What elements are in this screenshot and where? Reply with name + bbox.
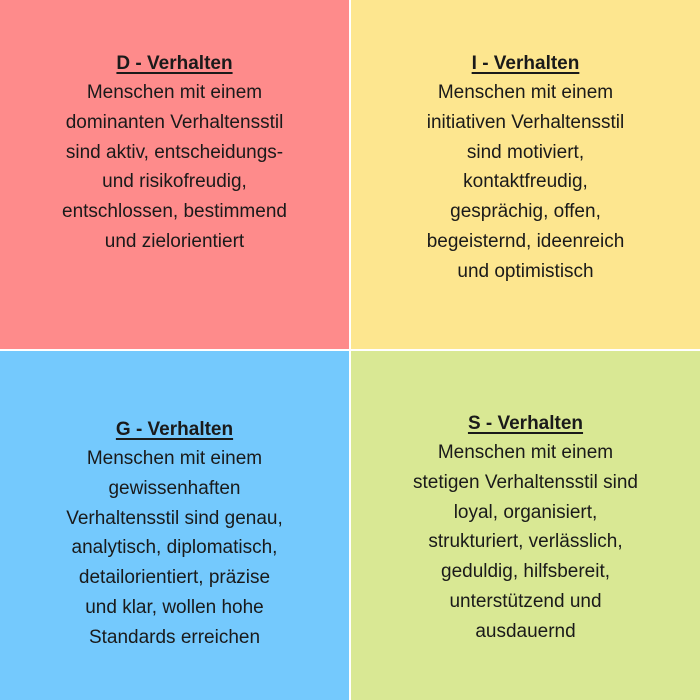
quadrant-s-line: ausdauernd bbox=[475, 620, 576, 642]
quadrant-g-description bbox=[18, 444, 331, 653]
quadrant-g-line: Menschen mit einem bbox=[86, 448, 263, 469]
quadrant-d-line: entschlossen, bestimmend bbox=[62, 201, 287, 223]
quadrant-g-line: und klar, wollen hohe bbox=[85, 596, 264, 618]
quadrant-d-line: und risikofreudig, bbox=[102, 171, 247, 193]
quadrant-s bbox=[351, 351, 700, 700]
quadrant-s-line: strukturiert, verlässlich, bbox=[428, 531, 623, 553]
quadrant-s-title: S - Verhalten bbox=[467, 413, 584, 434]
quadrant-s-description bbox=[369, 438, 682, 647]
quadrant-g-title: G - Verhalten bbox=[115, 419, 234, 440]
quadrant-d bbox=[0, 0, 349, 349]
quadrant-g bbox=[0, 351, 349, 700]
quadrant-g-line: Standards erreichen bbox=[88, 626, 261, 648]
quadrant-g-line: detailorientiert, präzise bbox=[78, 567, 271, 589]
quadrant-g-line: Verhaltensstil sind genau, bbox=[66, 507, 283, 529]
quadrant-i-line: kontaktfreudig, bbox=[463, 171, 588, 193]
quadrant-i-line: initiativen Verhaltensstil bbox=[426, 111, 625, 133]
quadrant-s-line: Menschen mit einem bbox=[437, 442, 614, 463]
quadrant-i-line: Menschen mit einem bbox=[437, 82, 614, 103]
quadrant-d-line: dominanten Verhaltensstil bbox=[65, 111, 284, 133]
quadrant-i-line: gesprächig, offen, bbox=[450, 201, 601, 223]
quadrant-d-description bbox=[18, 78, 331, 257]
quadrant-i bbox=[351, 0, 700, 349]
quadrant-d-line: sind aktiv, entscheidungs- bbox=[65, 141, 284, 163]
quadrant-s-line: geduldig, hilfsbereit, bbox=[441, 561, 610, 583]
quadrant-s-line: stetigen Verhaltensstil sind bbox=[413, 471, 638, 493]
quadrant-d-line: und zielorientiert bbox=[104, 230, 245, 252]
quadrant-s-line: loyal, organisiert, bbox=[453, 501, 598, 523]
quadrant-i-line: sind motiviert, bbox=[466, 141, 585, 163]
quadrant-g-line: gewissenhaften bbox=[108, 477, 241, 499]
quadrant-s-line: unterstützend und bbox=[449, 590, 602, 612]
quadrant-i-line: begeisternd, ideenreich bbox=[426, 230, 625, 252]
quadrant-i-line: und optimistisch bbox=[457, 260, 594, 282]
quadrant-g-line: analytisch, diplomatisch, bbox=[71, 537, 278, 559]
quadrant-d-line: Menschen mit einem bbox=[86, 82, 263, 103]
quadrant-i-title: I - Verhalten bbox=[471, 53, 580, 74]
quadrant-i-description bbox=[369, 78, 682, 287]
quadrant-d-title: D - Verhalten bbox=[116, 53, 233, 74]
